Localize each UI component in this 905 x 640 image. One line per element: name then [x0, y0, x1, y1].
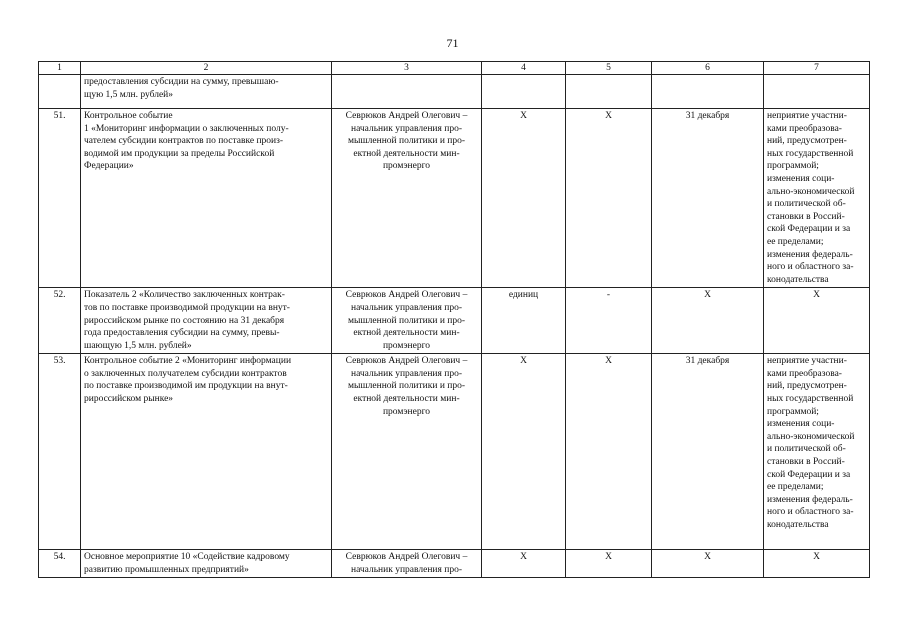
row-value: X: [566, 354, 652, 550]
row-number: [39, 75, 81, 109]
row-value: [566, 75, 652, 109]
column-header: 1: [39, 62, 81, 75]
row-number: 51.: [39, 109, 81, 288]
row-risks: неприятие участни- ками преобразова- ний, предусмотрен- ных государственной программой; изменения соци- ально-экономической и политической об- становки в Россий- ской Федерации и за ее пределами; изменения федераль- ного и областного за- конодательства: [764, 354, 870, 550]
row-number: 53.: [39, 354, 81, 550]
row-responsible: [332, 75, 482, 109]
row-unit: [482, 75, 566, 109]
row-name: Показатель 2 «Количество заключенных контрак- тов по поставке производимой продукции на внут- рироссийском рынке по состоянию на 31 декабря года предоставления субсидии на сумму, превы- шающую 1,5 млн. рублей»: [81, 288, 332, 354]
column-header: 4: [482, 62, 566, 75]
row-name: предоставления субсидии на сумму, превышаю- щую 1,5 млн. рублей»: [81, 75, 332, 109]
column-header: 5: [566, 62, 652, 75]
row-unit: X: [482, 109, 566, 288]
row-value: X: [566, 109, 652, 288]
table-row: [39, 75, 870, 109]
row-risks: X: [764, 288, 870, 354]
table-row: [39, 288, 870, 354]
row-deadline: X: [652, 550, 764, 578]
column-header: 2: [81, 62, 332, 75]
page-number: 71: [446, 36, 459, 50]
table-header-row: [39, 62, 870, 75]
row-name: Контрольное событие 1 «Мониторинг информации о заключенных полу- чателем субсидии контрактов по поставке произ- водимой им продукции за пределы Российской Федерации»: [81, 109, 332, 288]
row-value: X: [566, 550, 652, 578]
row-deadline: X: [652, 288, 764, 354]
row-risks: [764, 75, 870, 109]
column-header: 6: [652, 62, 764, 75]
table-row: [39, 109, 870, 288]
row-responsible: Севрюков Андрей Олегович – начальник управления про- мышленной политики и про- ектной деятельности мин- промэнерго: [332, 354, 482, 550]
row-unit: единиц: [482, 288, 566, 354]
row-deadline: 31 декабря: [652, 109, 764, 288]
row-deadline: [652, 75, 764, 109]
row-responsible: Севрюков Андрей Олегович – начальник управления про- мышленной политики и про- ектной деятельности мин- промэнерго: [332, 109, 482, 288]
row-unit: X: [482, 550, 566, 578]
table-row: [39, 550, 870, 578]
row-risks: X: [764, 550, 870, 578]
row-risks: неприятие участни- ками преобразова- ний, предусмотрен- ных государственной программой; изменения соци- ально-экономической и политической об- становки в Россий- ской Федерации и за ее пределами; изменения федераль- ного и областного за- конодательства: [764, 109, 870, 288]
row-responsible: Севрюков Андрей Олегович – начальник управления про-: [332, 550, 482, 578]
row-number: 52.: [39, 288, 81, 354]
row-name: Контрольное событие 2 «Мониторинг информации о заключенных получателем субсидии контрактов по поставке производимой им продукции на внут- рироссийском рынке»: [81, 354, 332, 550]
column-header: 3: [332, 62, 482, 75]
row-value: -: [566, 288, 652, 354]
column-header: 7: [764, 62, 870, 75]
row-unit: X: [482, 354, 566, 550]
row-name: Основное мероприятие 10 «Содействие кадровому развитию промышленных предприятий»: [81, 550, 332, 578]
row-number: 54.: [39, 550, 81, 578]
row-deadline: 31 декабря: [652, 354, 764, 550]
row-responsible: Севрюков Андрей Олегович – начальник управления про- мышленной политики и про- ектной деятельности мин- промэнерго: [332, 288, 482, 354]
table-row: [39, 354, 870, 550]
document-table: [38, 61, 870, 578]
